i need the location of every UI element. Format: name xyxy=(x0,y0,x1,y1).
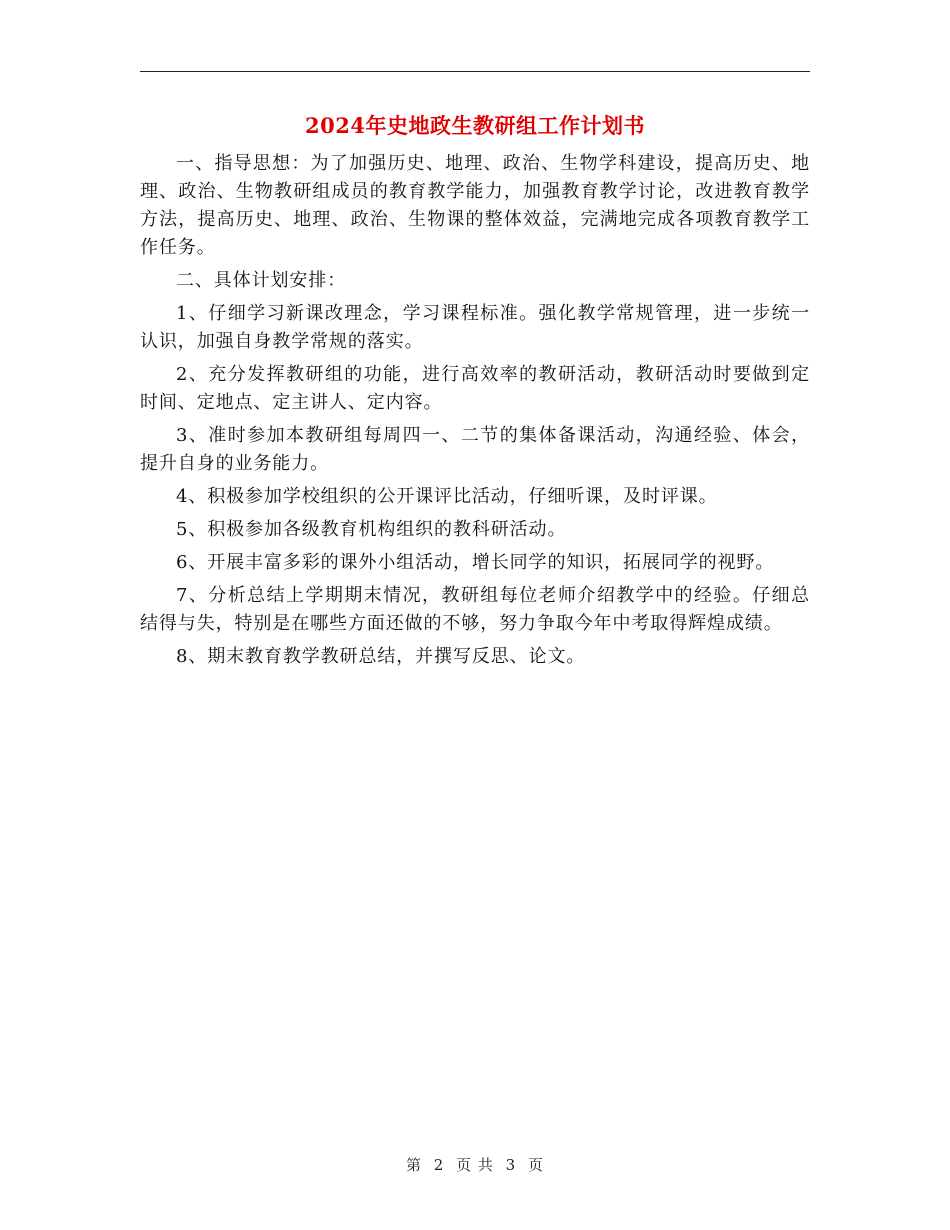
paragraph-item-1: 1、仔细学习新课改理念，学习课程标准。强化教学常规管理，进一步统一认识，加强自身教学常规的落实。 xyxy=(140,303,810,352)
page-current: 2 xyxy=(433,1156,445,1174)
paragraph-guiding-idea: 一、指导思想：为了加强历史、地理、政治、生物学科建设，提高历史、地理、政治、生物教研组成员的教育教学能力，加强教育教学讨论，改进教育教学方法，提高历史、地理、政治、生物课的整体效益，完满地完成各项教育教学工作任务。 xyxy=(140,153,810,258)
paragraph-item-3: 3、准时参加本教研组每周四一、二节的集体备课活动，沟通经验、体会，提升自身的业务能力。 xyxy=(140,425,810,474)
paragraph-plan-heading: 二、具体计划安排： xyxy=(176,270,347,291)
page-prefix: 第 xyxy=(405,1156,422,1174)
paragraph-item-4: 4、积极参加学校组织的公开课评比活动，仔细听课，及时评课。 xyxy=(176,486,718,507)
page-total: 3 xyxy=(505,1156,517,1174)
page-mid: 页 共 xyxy=(456,1156,494,1174)
paragraph-item-8: 8、期末教育教学教研总结，并撰写反思、论文。 xyxy=(176,646,586,667)
page-number-footer xyxy=(0,1153,950,1177)
page-suffix: 页 xyxy=(528,1156,545,1174)
header-rule xyxy=(140,71,810,72)
paragraph-item-5: 5、积极参加各级教育机构组织的教科研活动。 xyxy=(176,519,567,540)
document-body xyxy=(140,150,810,676)
paragraph-item-2: 2、充分发挥教研组的功能，进行高效率的教研活动，教研活动时要做到定时间、定地点、定主讲人、定内容。 xyxy=(140,364,810,413)
paragraph-item-7: 7、分析总结上学期期末情况，教研组每位老师介绍教学中的经验。仔细总结得与失，特别是在哪些方面还做的不够，努力争取今年中考取得辉煌成绩。 xyxy=(140,585,810,634)
paragraph-item-6: 6、开展丰富多彩的课外小组活动，增长同学的知识，拓展同学的视野。 xyxy=(176,552,775,573)
document-title: 2024年史地政生教研组工作计划书 xyxy=(305,113,645,138)
